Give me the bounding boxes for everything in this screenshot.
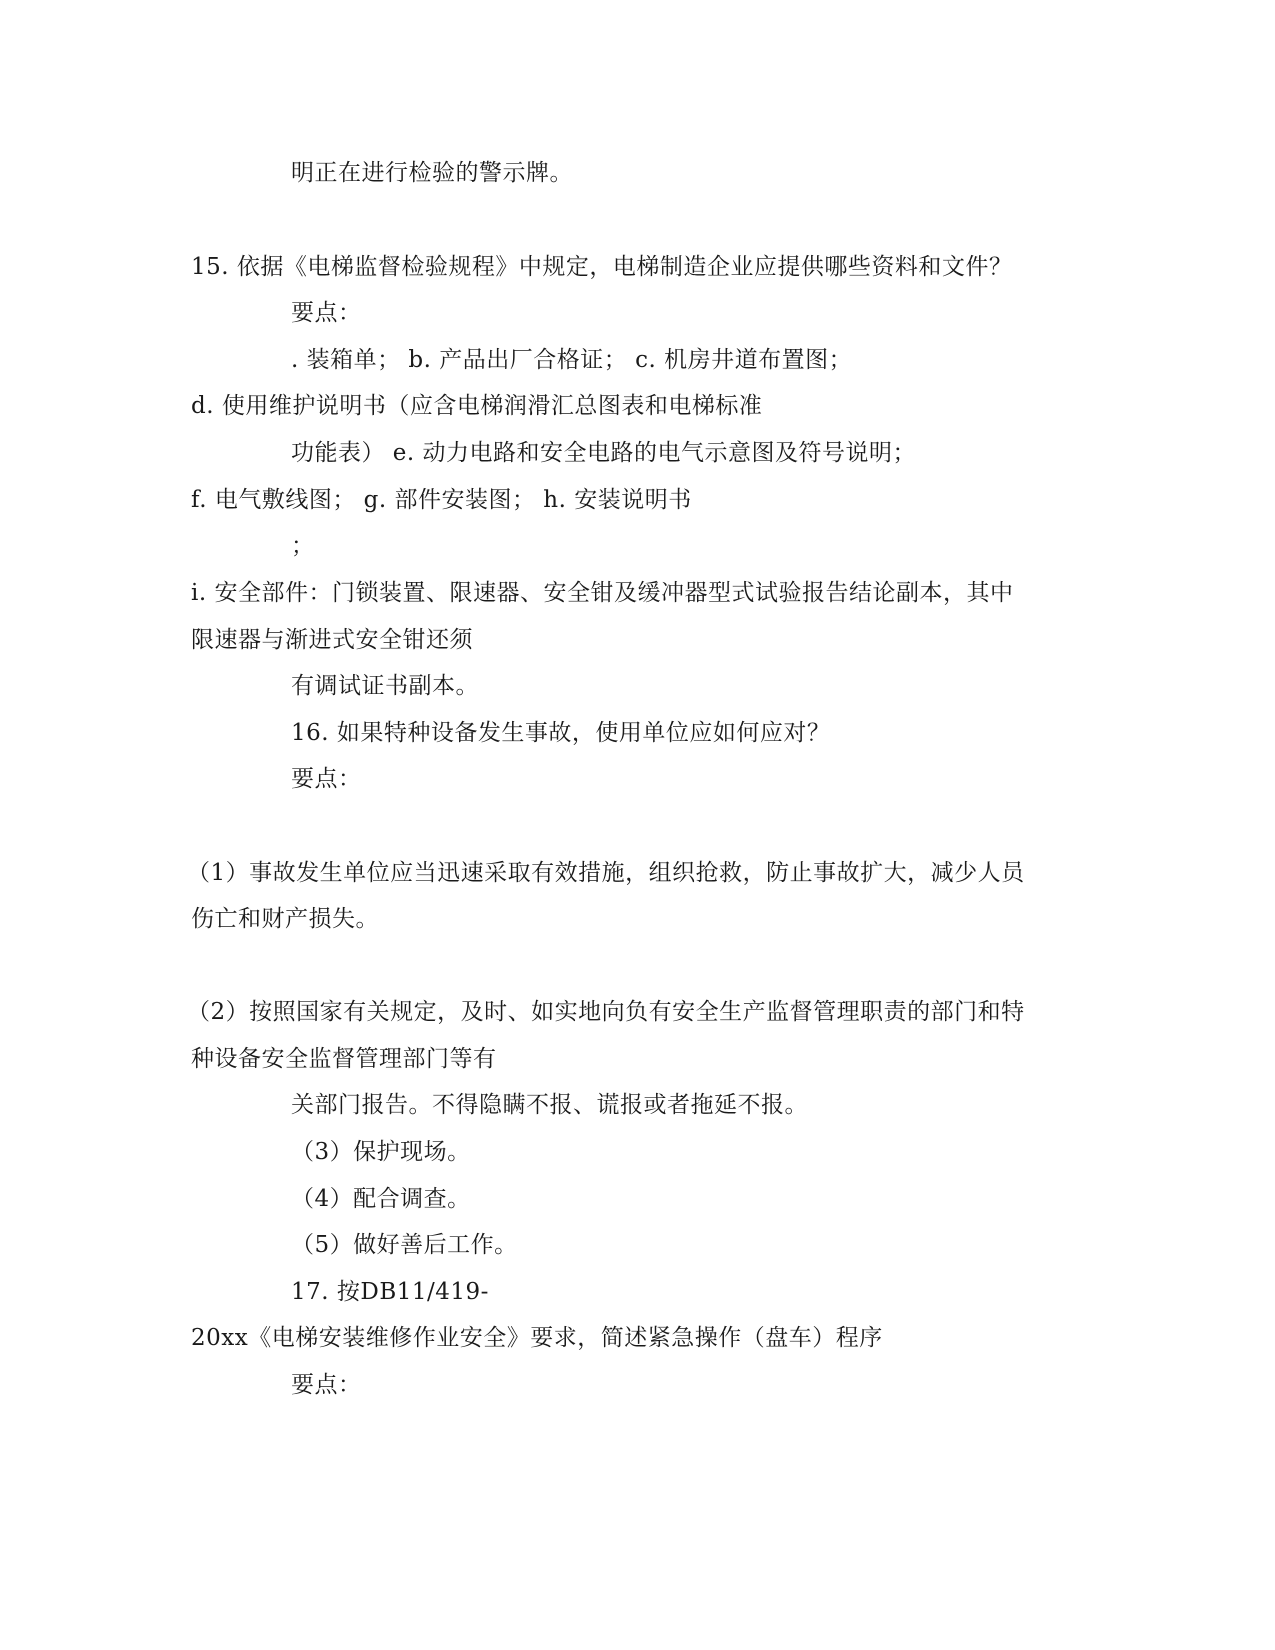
text-line: i. 安全部件：门锁装置、限速器、安全钳及缓冲器型式试验报告结论副本，其中 [191, 580, 1014, 606]
key-points-label: 要点： [291, 1372, 362, 1398]
text-line: 关部门报告。不得隐瞒不报、谎报或者拖延不报。 [291, 1092, 808, 1118]
text-line: f. 电气敷线图； g. 部件安装图； h. 安装说明书 [191, 487, 692, 513]
text-line: d. 使用维护说明书（应含电梯润滑汇总图表和电梯标准 [191, 393, 763, 419]
text-line: （2）按照国家有关规定，及时、如实地向负有安全生产监督管理职责的部门和特 [187, 999, 1025, 1025]
text-line: 种设备安全监督管理部门等有 [191, 1046, 497, 1072]
text-line: （1）事故发生单位应当迅速采取有效措施，组织抢救，防止事故扩大，减少人员 [187, 860, 1025, 886]
key-points-label: 要点： [291, 300, 362, 326]
text-line: 伤亡和财产损失。 [191, 906, 379, 932]
text-line: 明正在进行检验的警示牌。 [291, 160, 573, 186]
text-line: . 装箱单； b. 产品出厂合格证； c. 机房井道布置图； [291, 347, 853, 373]
text-line: （5）做好善后工作。 [291, 1232, 518, 1258]
text-line: ； [291, 533, 315, 559]
key-points-label: 要点： [291, 766, 362, 792]
text-line: （3）保护现场。 [291, 1139, 471, 1165]
question-17: 17. 按DB11/419- [291, 1279, 489, 1305]
text-line: （4）配合调查。 [291, 1186, 471, 1212]
text-line: 限速器与渐进式安全钳还须 [191, 627, 473, 653]
text-line: 功能表） e. 动力电路和安全电路的电气示意图及符号说明； [291, 440, 917, 466]
question-16: 16. 如果特种设备发生事故，使用单位应如何应对？ [291, 720, 831, 746]
text-line: 20xx《电梯安装维修作业安全》要求，简述紧急操作（盘车）程序 [191, 1325, 883, 1351]
text-line: 有调试证书副本。 [291, 673, 479, 699]
question-15: 15. 依据《电梯监督检验规程》中规定，电梯制造企业应提供哪些资料和文件？ [191, 254, 1013, 280]
